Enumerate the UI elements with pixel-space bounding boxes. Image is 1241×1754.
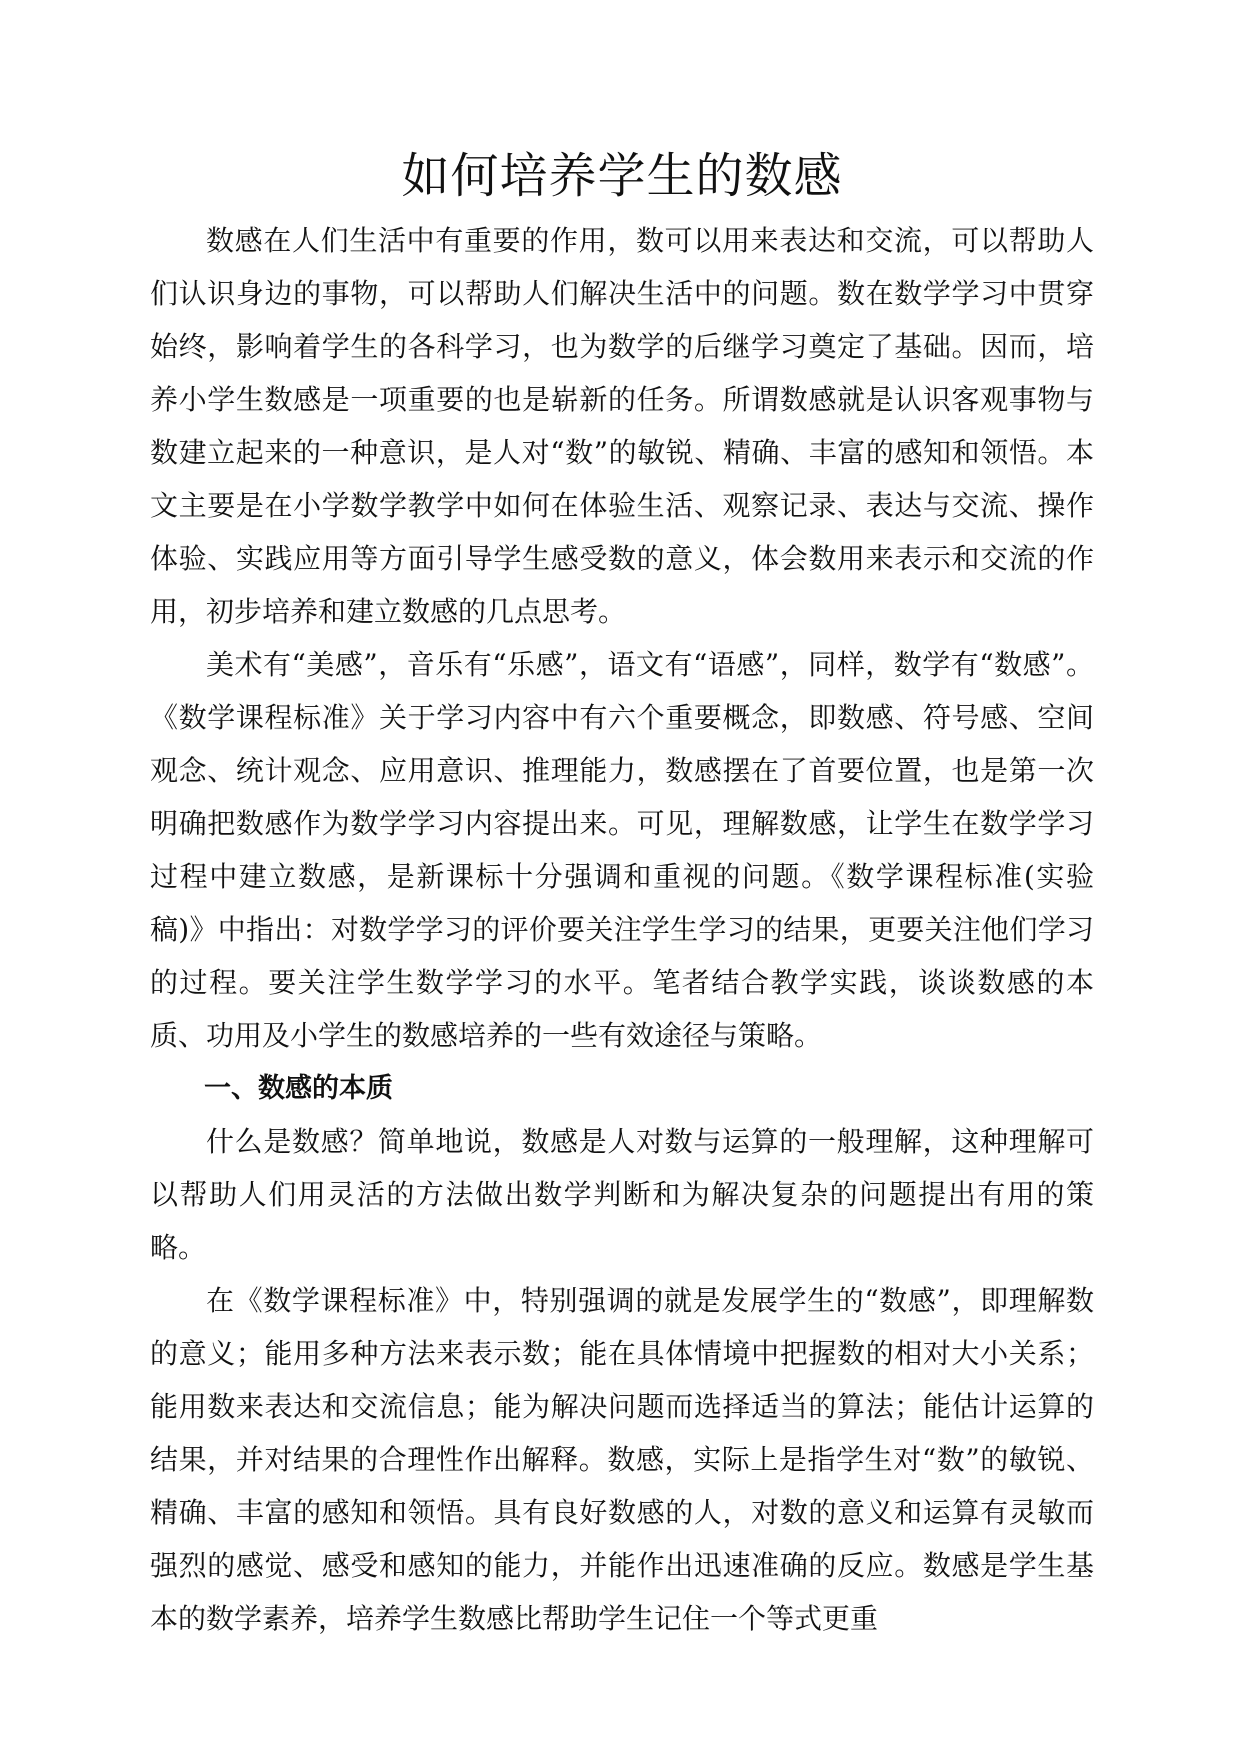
section1-paragraph-1: 什么是数感？简单地说，数感是人对数与运算的一般理解，这种理解可以帮助人们用灵活的方法做出数学判断和为解决复杂的问题提出有用的策略。 [150,1125,1094,1264]
document-page [150,140,1094,1645]
section-heading-1: 一、数感的本质 [204,1073,393,1104]
intro-paragraph-1: 数感在人们生活中有重要的作用，数可以用来表达和交流，可以帮助人们认识身边的事物，可以帮助人们解决生活中的问题。数在数学学习中贯穿始终，影响着学生的各科学习，也为数学的后继学习奠定了基础。因而，培养小学生数感是一项重要的也是崭新的任务。所谓数感就是认识客观事物与数建立起来的一种意识，是人对“数”的敏锐、精确、丰富的感知和领悟。本文主要是在小学数学教学中如何在体验生活、观察记录、表达与交流、操作体验、实践应用等方面引导学生感受数的意义，体会数用来表示和交流的作用，初步培养和建立数感的几点思考。 [150,224,1094,628]
intro-paragraph-2: 美术有“美感”，音乐有“乐感”，语文有“语感”，同样，数学有“数感”。《数学课程标准》关于学习内容中有六个重要概念，即数感、符号感、空间观念、统计观念、应用意识、推理能力，数感摆在了首要位置，也是第一次明确把数感作为数学学习内容提出来。可见，理解数感，让学生在数学学习过程中建立数感，是新课标十分强调和重视的问题。《数学课程标准(实验稿)》中指出：对数学学习的评价要关注学生学习的结果，更要关注他们学习的过程。要关注学生数学学习的水平。笔者结合教学实践，谈谈数感的本质、功用及小学生的数感培养的一些有效途径与策略。 [150,648,1094,1052]
document-title: 如何培养学生的数感 [401,148,843,204]
section1-paragraph-2: 在《数学课程标准》中，特别强调的就是发展学生的“数感”，即理解数的意义；能用多种方法来表示数；能在具体情境中把握数的相对大小关系；能用数来表达和交流信息；能为解决问题而选择适当的算法；能估计运算的结果，并对结果的合理性作出解释。数感，实际上是指学生对“数”的敏锐、精确、丰富的感知和领悟。具有良好数感的人，对数的意义和运算有灵敏而强烈的感觉、感受和感知的能力，并能作出迅速准确的反应。数感是学生基本的数学素养，培养学生数感比帮助学生记住一个等式更重 [150,1284,1094,1635]
